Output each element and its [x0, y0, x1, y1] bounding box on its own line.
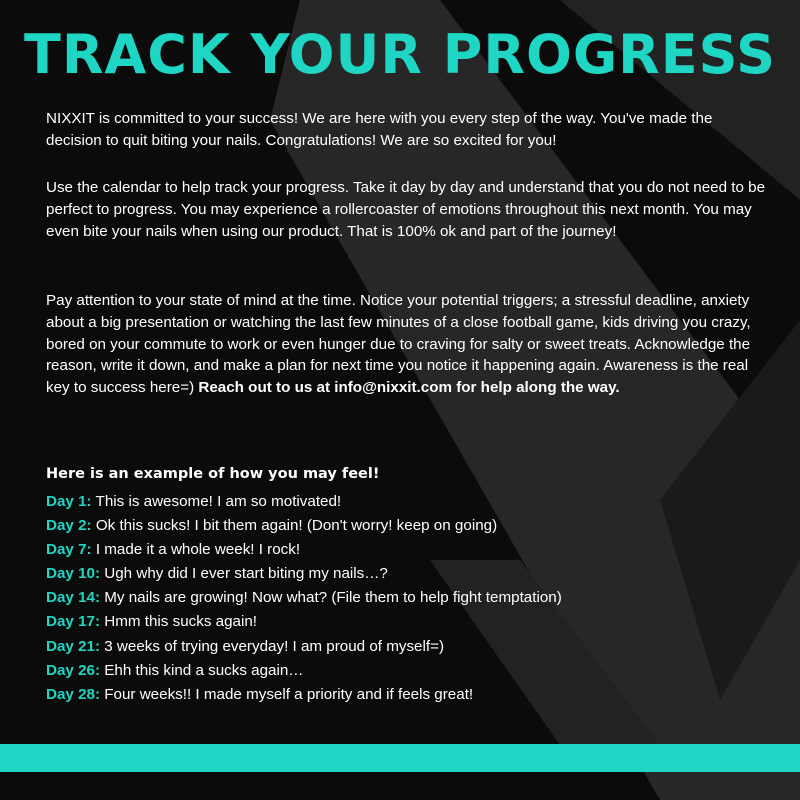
day-item	[46, 610, 766, 634]
day-item	[46, 683, 766, 707]
day-label: Day 14:	[46, 589, 101, 607]
day-label: Day 28:	[46, 685, 101, 703]
day-text: Ugh why did I ever start biting my nails…?	[100, 565, 388, 583]
day-label: Day 2:	[46, 517, 92, 535]
triggers-paragraph	[46, 290, 770, 399]
day-item	[46, 538, 766, 562]
day-label: Day 17:	[46, 613, 101, 631]
day-item	[46, 586, 766, 610]
day-item	[46, 490, 766, 514]
day-text: 3 weeks of trying everyday! I am proud of myself=)	[100, 637, 445, 655]
day-label: Day 26:	[46, 661, 101, 679]
day-item	[46, 562, 766, 586]
page-title: TRACK YOUR PROGRESS	[23, 23, 776, 86]
day-text: Hmm this sucks again!	[100, 613, 258, 631]
day-text: My nails are growing! Now what? (File them to help fight temptation)	[100, 589, 562, 607]
calendar-paragraph: Use the calendar to help track your progress. Take it day by day and understand that you do not need to be perfect to progress. You may experience a rollercoaster of emotions throughout this next month. You may even bite your nails when using our product. That is 100% ok and part of the journey!	[46, 179, 766, 240]
day-label: Day 1:	[46, 493, 92, 510]
day-text: This is awesome! I am so motivated!	[91, 493, 342, 510]
day-item	[46, 514, 766, 538]
intro-paragraph: NIXXIT is committed to your success! We are here with you every step of the way. You've made the decision to quit biting your nails. Congratulations! We are so excited for you!	[46, 110, 713, 149]
day-list	[46, 490, 766, 707]
day-text: Ehh this kind a sucks again…	[100, 661, 304, 679]
day-label: Day 7:	[46, 541, 92, 559]
day-text: Ok this sucks! I bit them again! (Don't worry! keep on going)	[91, 517, 498, 535]
footer-accent-bar	[0, 744, 800, 772]
day-text: Four weeks!! I made myself a priority and if feels great!	[100, 685, 474, 703]
example-heading: Here is an example of how you may feel!	[46, 466, 380, 482]
day-label: Day 10:	[46, 565, 101, 583]
triggers-text: Pay attention to your state of mind at the time. Notice your potential triggers; a stressful deadline, anxiety about a big presentation or watching the last few minutes of a close football game, kids driving you crazy, bored on your commute to work or even hunger due to craving for salty or sweet treats. Acknowledge the reason, write it down, and make a plan for next time you notice it happening again. Awareness is the real key to success here=)	[46, 292, 751, 397]
day-item	[46, 635, 766, 659]
day-text: I made it a whole week! I rock!	[91, 541, 301, 559]
contact-callout: Reach out to us at info@nixxit.com for help along the way.	[198, 379, 620, 397]
day-item	[46, 659, 766, 683]
day-label: Day 21:	[46, 637, 101, 655]
